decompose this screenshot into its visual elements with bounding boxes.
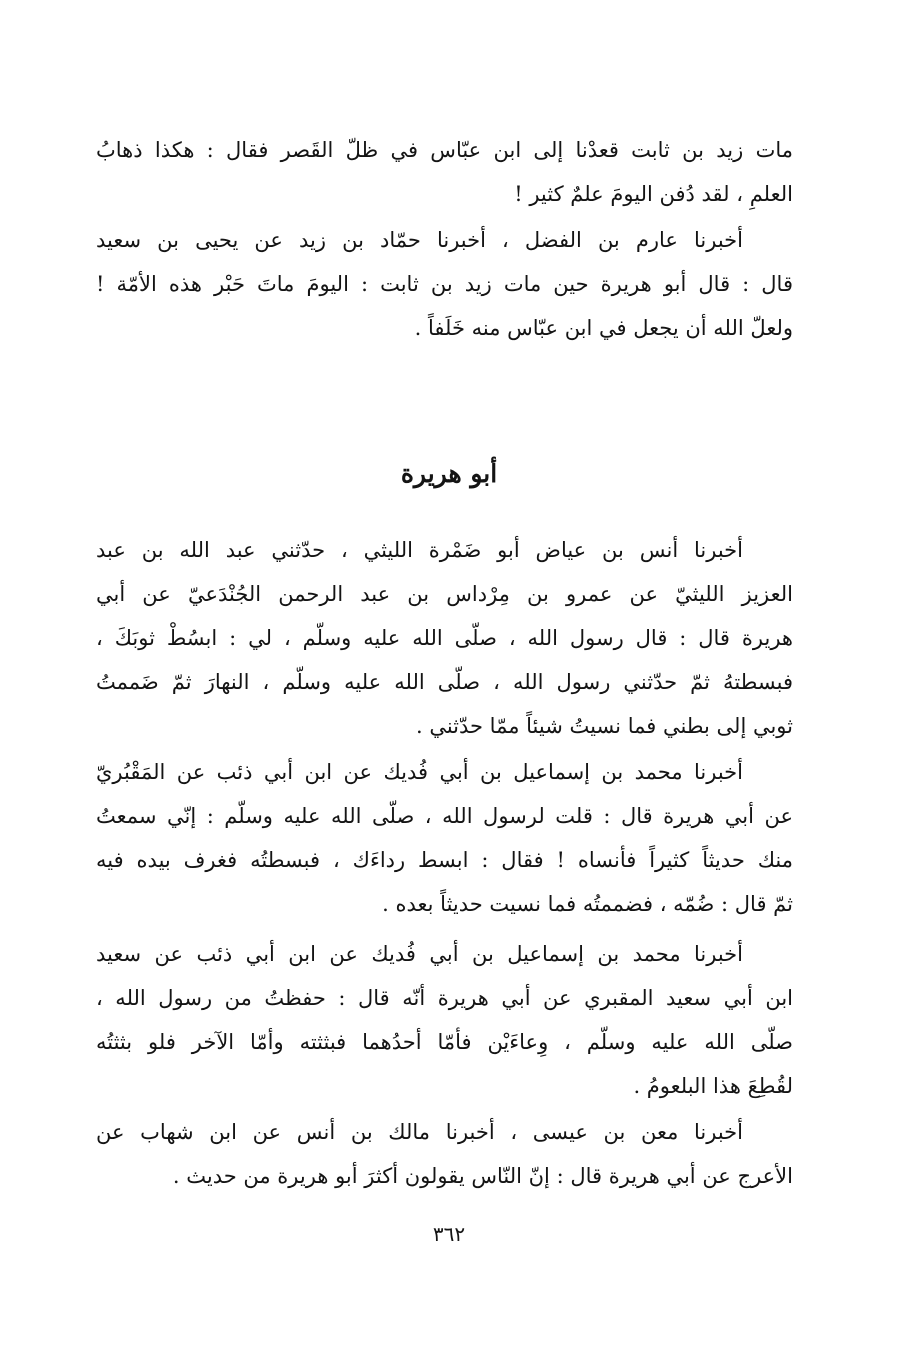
- paragraph-anas-report: [96, 528, 793, 748]
- text-line: ولعلّ الله أن يجعل في ابن عبّاس منه خَلَفاً .: [414, 316, 793, 340]
- text-line: صلّى الله عليه وسلّم ، وِعاءَيْن فأمّا أحدُهما فبثثته وأمّا الآخر فلو بثثتُه: [96, 1030, 793, 1054]
- text-line: الأعرج عن أبي هريرة قال : إنّ النّاس يقولون أكثرَ أبو هريرة من حديث .: [172, 1164, 793, 1188]
- text-line: العلمِ ، لقد دُفن اليومَ علمٌ كثير !: [514, 182, 793, 206]
- text-line: العزيز الليثيّ عن عمرو بن مِرْداس بن عبد الرحمن الجُنْدَعيّ عن أبي: [96, 582, 793, 606]
- text-line: منك حديثاً كثيراً فأنساه ! فقال : ابسط رداءَك ، فبسطتُه فغرف بيده فيه: [96, 848, 793, 872]
- paragraph-muhammad-report-2: [96, 932, 793, 1108]
- text-line: ابن أبي سعيد المقبري عن أبي هريرة أنّه قال : حفظتُ من رسول الله ،: [96, 986, 793, 1010]
- text-line: ثمّ قال : ضُمّه ، فضممتُه فما نسيت حديثاً بعده .: [382, 892, 793, 916]
- text-line: أخبرنا أنس بن عياض أبو ضَمْرة الليثي ، حدّثني عبد الله بن عبد: [96, 538, 743, 562]
- text-line: أخبرنا محمد بن إسماعيل بن أبي فُديك عن ابن أبي ذئب عن المَقْبُريّ: [96, 760, 743, 784]
- text-line: قال : قال أبو هريرة حين مات زيد بن ثابت : اليومَ ماتَ حَبْر هذه الأمّة !: [96, 272, 793, 296]
- section-heading: أبو هريرة: [400, 459, 498, 488]
- text-line: ثوبي إلى بطني فما نسيتُ شيئاً ممّا حدّثني .: [415, 714, 793, 738]
- text-line: هريرة قال : قال رسول الله ، صلّى الله عليه وسلّم ، لي : ابسُطْ ثوبَكَ ،: [96, 626, 793, 650]
- paragraph-muhammad-report-1: [96, 750, 793, 926]
- page-number: ٣٦٢: [432, 1222, 466, 1246]
- paragraph-arim-report: [96, 218, 793, 350]
- paragraph-maan-report: [96, 1110, 793, 1198]
- text-line: أخبرنا عارم بن الفضل ، أخبرنا حمّاد بن زيد عن يحيى بن سعيد: [96, 228, 743, 252]
- text-line: لقُطِعَ هذا البلعومُ .: [633, 1074, 793, 1098]
- text-line: فبسطتهُ ثمّ حدّثني رسول الله ، صلّى الله عليه وسلّم ، النهارَ ثمّ ضَممتُ: [96, 670, 793, 694]
- text-line: مات زيد بن ثابت قعدْنا إلى ابن عبّاس في ظلّ القَصر فقال : هكذا ذهابُ: [96, 138, 793, 162]
- text-line: أخبرنا معن بن عيسى ، أخبرنا مالك بن أنس عن ابن شهاب عن: [96, 1120, 743, 1144]
- text-line: أخبرنا محمد بن إسماعيل بن أبي فُديك عن ابن أبي ذئب عن سعيد: [96, 942, 743, 966]
- paragraph-zayd-death: [96, 128, 793, 216]
- text-line: عن أبي هريرة قال : قلت لرسول الله ، صلّى الله عليه وسلّم : إنّي سمعتُ: [96, 804, 793, 828]
